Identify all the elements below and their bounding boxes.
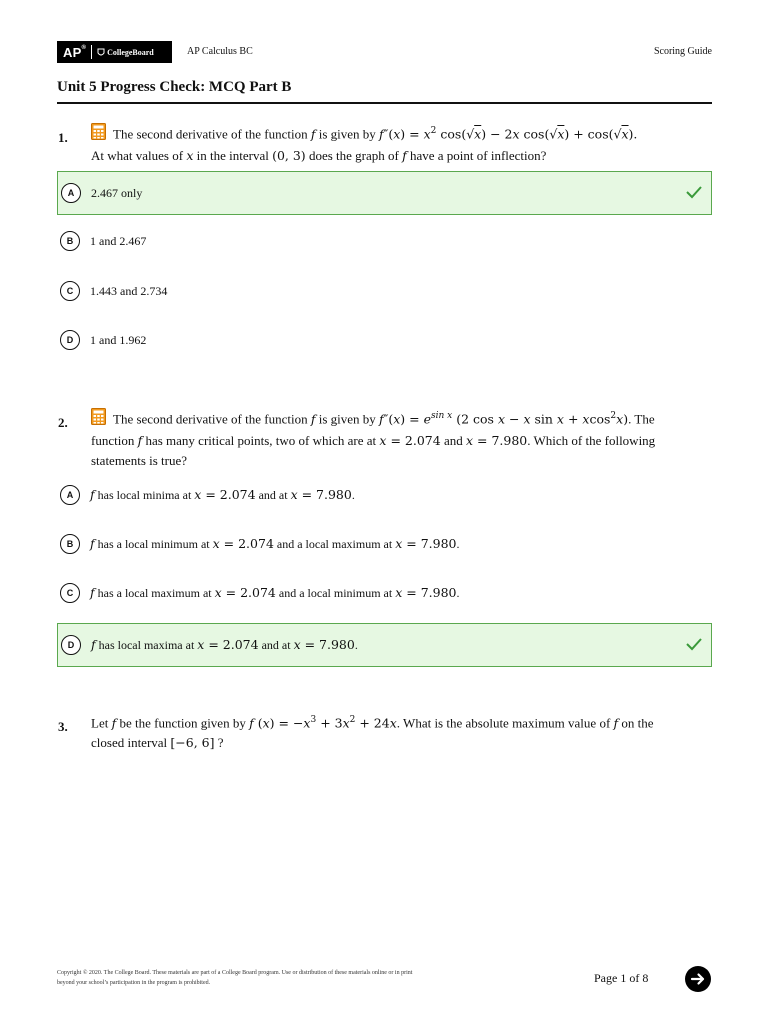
ap-collegeboard-logo — [57, 41, 172, 63]
option-letter-badge: A — [61, 183, 81, 203]
page-title: Unit 5 Progress Check: MCQ Part B — [57, 79, 292, 95]
page-header — [57, 41, 712, 63]
question-number: 2. — [58, 415, 68, 430]
option-text: f has a local minimum at x = 2.074 and a local maximum at x = 7.980. — [90, 536, 460, 551]
answer-option-c[interactable] — [57, 572, 712, 616]
answer-option-a[interactable] — [57, 171, 712, 215]
option-letter-badge: C — [60, 281, 80, 301]
option-text: 1.443 and 2.734 — [90, 284, 168, 298]
option-letter-badge: A — [60, 485, 80, 505]
calculator-icon — [91, 408, 106, 431]
scoring-guide-label: Scoring Guide — [653, 46, 712, 57]
option-text: f has a local maximum at x = 2.074 and a local minimum at x = 7.980. — [90, 585, 460, 600]
answer-option-b[interactable] — [57, 523, 712, 567]
checkmark-icon — [685, 184, 703, 200]
option-letter-badge: B — [60, 534, 80, 554]
next-page-button[interactable] — [685, 966, 711, 992]
option-letter-badge: D — [60, 330, 80, 350]
checkmark-icon — [685, 636, 703, 652]
logo-collegeboard: CollegeBoard — [97, 48, 154, 57]
calculator-icon — [91, 123, 106, 146]
option-text: 1 and 2.467 — [90, 234, 147, 248]
title-divider — [57, 102, 712, 104]
option-text: 2.467 only — [91, 186, 143, 200]
option-letter-badge: C — [60, 583, 80, 603]
question-3-text: Let f be the function given by f $(x) = -x^3 + 3x^2 + 24x$. What is the absolute maximum value of f on the closed interval [−6, 6] ? — [91, 715, 654, 751]
page-indicator: Page 1 of 8 — [594, 971, 649, 985]
option-letter-badge: D — [61, 635, 81, 655]
option-letter-badge: B — [60, 231, 80, 251]
question-number: 3. — [58, 719, 68, 734]
copyright-notice: Copyright © 2020. The College Board. These materials are part of a College Board program. Use or distribution of these materials online or in print beyond your school’s participation in the program is prohibited. — [57, 970, 413, 986]
question-2-text: The second derivative of the function f is given by $f''(x) = e^{sin x}$ (2 cos x − x sin x + xcos$^2$x). The function f has many critical points, two of which are at x = 2.074 and x = 7.980. Which of the following statements is true? — [91, 406, 711, 471]
acorn-icon — [97, 48, 105, 57]
answer-option-c[interactable] — [57, 270, 712, 314]
answer-option-d[interactable] — [57, 623, 712, 667]
answer-option-a[interactable] — [57, 474, 712, 518]
question-1-text: The second derivative of the function f is given by $f''(x) = x^2$ cos(√x) − 2x cos(√x) + cos(√x). At what values of x in the interval (0, 3) does the graph of f have a point of inflection? — [91, 121, 711, 166]
arrow-right-icon — [690, 971, 706, 987]
option-text: f has local minima at x = 2.074 and at x = 7.980. — [90, 487, 355, 502]
course-name: AP Calculus BC — [187, 46, 253, 57]
question-number: 1. — [58, 130, 68, 145]
option-text: 1 and 1.962 — [90, 333, 147, 347]
answer-option-b[interactable] — [57, 220, 712, 264]
option-text: f has local maxima at x = 2.074 and at x = 7.980. — [91, 637, 358, 652]
logo-ap-text: AP® — [63, 44, 87, 60]
answer-option-d[interactable] — [57, 319, 712, 363]
